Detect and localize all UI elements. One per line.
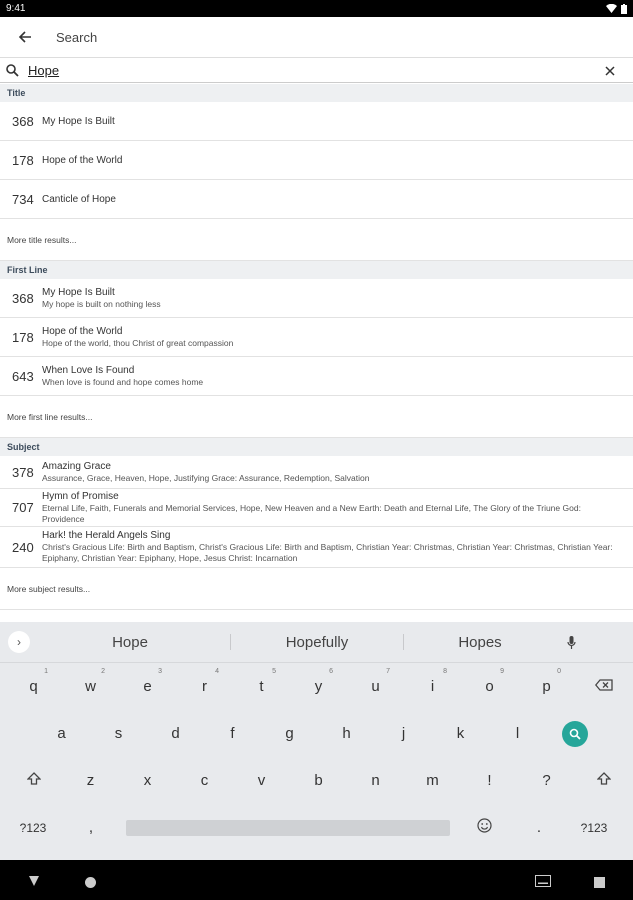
emoji-key[interactable] — [460, 818, 508, 837]
list-item[interactable] — [0, 180, 633, 219]
nav-back-button[interactable] — [28, 874, 40, 892]
search-key-circle — [562, 721, 588, 747]
suggestion-1[interactable]: Hope — [112, 633, 148, 651]
chevron-right-icon: › — [17, 635, 21, 649]
key-l[interactable]: l — [515, 725, 520, 742]
shift-icon — [27, 772, 41, 786]
space-bar[interactable] — [126, 820, 450, 836]
hymn-first-line: Hope of the world, thou Christ of great compassion — [42, 337, 234, 348]
backspace-key[interactable] — [575, 678, 632, 695]
clear-search-button[interactable] — [587, 66, 633, 76]
mic-icon — [567, 636, 576, 649]
search-input[interactable] — [28, 63, 587, 78]
hymn-title: Amazing Grace — [42, 460, 111, 472]
symbols-key-right[interactable]: ?123 — [580, 820, 608, 835]
hymn-subjects: Eternal Life, Faith, Funerals and Memorial Services, Hope, New Heaven and a New Earth: Death and Eternal Life, The Glory of the Triune God: Providence — [42, 502, 581, 524]
key-k[interactable]: k — [456, 725, 465, 742]
list-item[interactable] — [0, 102, 633, 141]
hymn-title: My Hope Is Built — [42, 115, 115, 127]
key-row-1 — [0, 663, 633, 710]
key-question[interactable]: ? — [542, 772, 551, 789]
search-icon — [569, 728, 581, 740]
key-r[interactable]: r 4 — [202, 668, 219, 695]
hymn-subjects: Assurance, Grace, Heaven, Hope, Justifying Grace: Assurance, Redemption, Salvation — [42, 472, 370, 483]
key-h[interactable]: h — [342, 725, 351, 742]
status-icons — [606, 4, 627, 14]
comma-key[interactable]: , — [88, 819, 94, 836]
hymn-title: My Hope Is Built — [42, 286, 115, 298]
key-i[interactable]: i 8 — [430, 668, 447, 695]
shift-key[interactable] — [5, 772, 62, 790]
section-header-subject: Subject — [0, 438, 633, 456]
symbols-key-left[interactable]: ?123 — [19, 820, 47, 835]
key-w[interactable]: w 2 — [85, 668, 105, 695]
more-first-line-results-link[interactable]: More first line results... — [0, 396, 633, 438]
key-row-4 — [0, 804, 633, 851]
page-title: Search — [56, 29, 98, 45]
square-recents-icon — [594, 877, 605, 888]
nav-home-button[interactable] — [85, 875, 96, 893]
hymn-title: Hymn of Promise — [42, 490, 119, 502]
list-item[interactable] — [0, 527, 633, 568]
list-item[interactable] — [0, 489, 633, 527]
more-subject-results-link[interactable]: More subject results... — [0, 568, 633, 610]
section-header-first-line: First Line — [0, 261, 633, 279]
hymn-title: Canticle of Hope — [42, 193, 116, 205]
hymn-number: 378 — [12, 464, 34, 480]
search-results — [0, 84, 633, 622]
keyboard-expand-button[interactable] — [8, 631, 30, 653]
key-g[interactable]: g — [285, 725, 294, 742]
mic-button[interactable] — [556, 636, 586, 649]
key-a[interactable]: a — [57, 725, 66, 742]
hymn-subjects: Christ's Gracious Life: Birth and Baptism, Christ's Gracious Life: Birth and Baptism, Christian Year: Christmas, Christian Year: Christmas, Christian Year: Epiphany, Christian Year: Epiphany, Hope, Jesus Christ: Incarnation — [42, 542, 613, 563]
status-bar — [0, 0, 633, 17]
key-row-2 — [0, 710, 633, 757]
list-item[interactable] — [0, 279, 633, 318]
key-d[interactable]: d — [171, 725, 180, 742]
hymn-number: 707 — [12, 500, 34, 515]
key-s[interactable]: s — [114, 725, 123, 742]
hymn-number: 643 — [12, 368, 34, 384]
hymn-number: 178 — [12, 152, 34, 168]
search-key[interactable] — [546, 721, 603, 747]
section-header-title: Title — [0, 84, 633, 102]
search-icon — [0, 64, 24, 77]
key-m[interactable]: m — [426, 772, 439, 789]
nav-keyboard-switch-button[interactable] — [535, 874, 551, 892]
search-bar — [0, 59, 633, 83]
period-key[interactable]: . — [536, 819, 542, 836]
list-item[interactable] — [0, 141, 633, 180]
hymn-number: 368 — [12, 113, 34, 129]
battery-icon — [621, 4, 627, 14]
hymn-title: Hope of the World — [42, 154, 123, 166]
system-nav-bar — [0, 860, 633, 900]
list-item[interactable] — [0, 318, 633, 357]
hymn-number: 734 — [12, 191, 34, 207]
suggestion-2[interactable]: Hopefully — [285, 633, 349, 651]
wifi-icon — [606, 4, 617, 13]
key-q[interactable]: q 1 — [29, 668, 48, 695]
hymn-first-line: When love is found and hope comes home — [42, 376, 204, 387]
key-o[interactable]: o 9 — [485, 668, 504, 695]
hymn-title: Hark! the Herald Angels Sing — [42, 530, 171, 541]
key-c[interactable]: c — [200, 772, 209, 789]
shift-icon — [597, 772, 611, 786]
key-e[interactable]: e 3 — [143, 668, 162, 695]
key-u[interactable]: u 7 — [371, 668, 390, 695]
hymn-title: When Love Is Found — [42, 364, 135, 376]
key-exclamation[interactable]: ! — [487, 772, 492, 789]
list-item[interactable] — [0, 357, 633, 396]
close-icon — [605, 66, 615, 76]
hymn-number: 368 — [12, 290, 34, 306]
home-circle-icon — [85, 877, 96, 888]
suggestion-strip — [0, 622, 633, 663]
more-title-results-link[interactable]: More title results... — [0, 219, 633, 261]
key-v[interactable]: v — [257, 772, 266, 789]
key-y[interactable]: y 6 — [314, 668, 333, 695]
back-button[interactable] — [0, 17, 50, 58]
hymn-number: 178 — [12, 329, 34, 345]
key-z[interactable]: z — [86, 772, 95, 789]
keyboard-icon — [535, 875, 551, 887]
key-f[interactable]: f — [230, 725, 235, 742]
hymn-first-line: My hope is built on nothing less — [42, 298, 161, 309]
key-x[interactable]: x — [143, 772, 152, 789]
shift-key-right[interactable] — [575, 772, 632, 790]
key-p[interactable]: p 0 — [542, 668, 561, 695]
key-n[interactable]: n — [371, 772, 380, 789]
on-screen-keyboard — [0, 622, 633, 860]
key-j[interactable]: j — [401, 725, 406, 742]
status-time: 9:41 — [6, 3, 26, 14]
key-b[interactable]: b — [314, 772, 323, 789]
hymn-number: 240 — [12, 539, 34, 555]
app-bar — [0, 17, 633, 58]
key-row-3 — [0, 757, 633, 804]
triangle-back-icon — [28, 875, 40, 887]
backspace-icon — [595, 679, 613, 691]
list-item[interactable] — [0, 456, 633, 489]
suggestion-3[interactable]: Hopes — [458, 633, 502, 651]
emoji-icon — [477, 818, 492, 833]
key-t[interactable]: t 5 — [259, 668, 276, 695]
arrow-back-icon — [18, 30, 32, 44]
hymn-title: Hope of the World — [42, 325, 123, 337]
nav-recents-button[interactable] — [594, 875, 605, 893]
